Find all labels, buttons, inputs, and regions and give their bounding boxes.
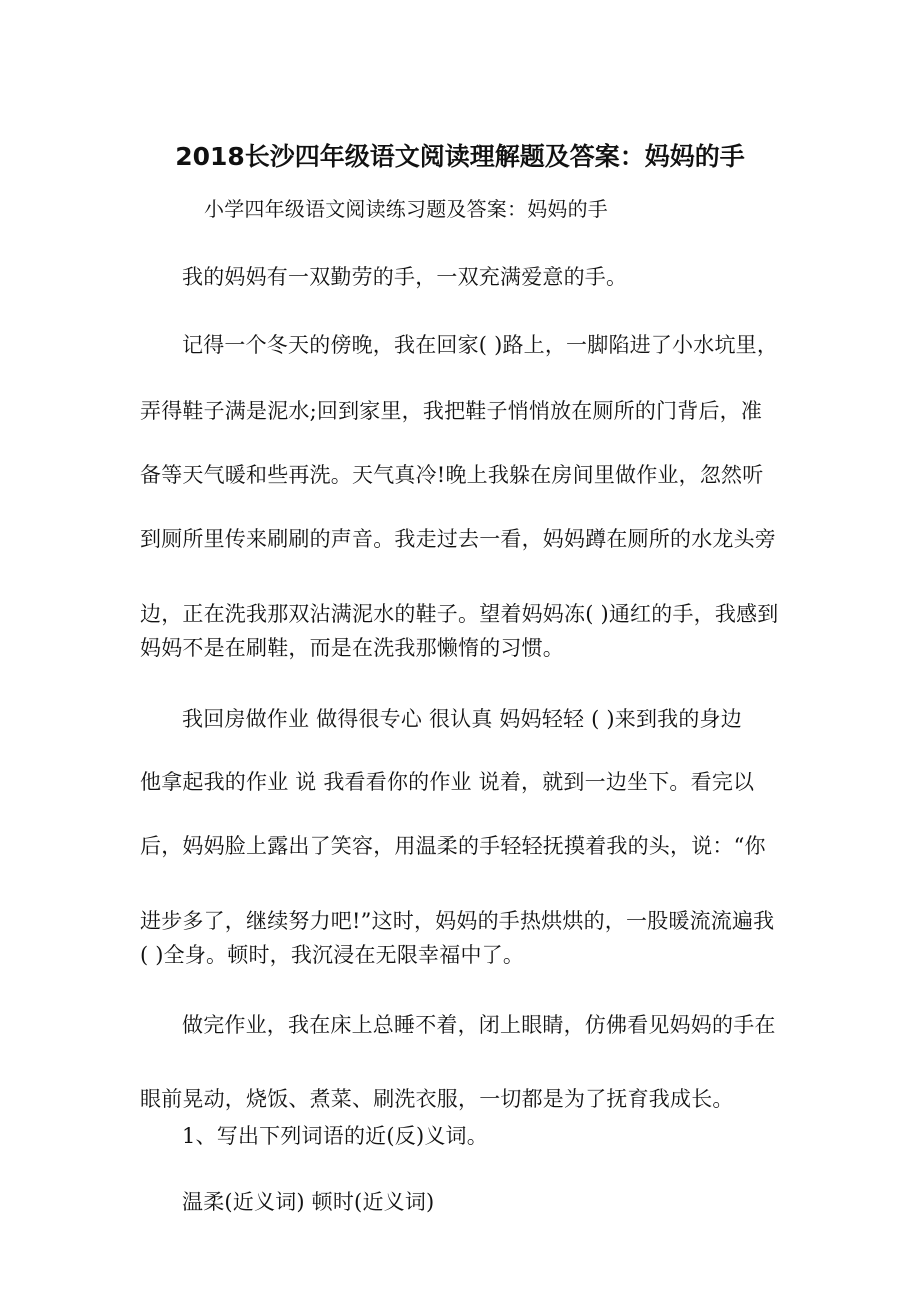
question-line: 温柔(近义词) 顿时(近义词): [182, 1190, 435, 1214]
paragraph-line: 眼前晃动，烧饭、煮菜、刷洗衣服，一切都是为了抚育我成长。: [140, 1087, 734, 1111]
paragraph-line: 后，妈妈脸上露出了笑容，用温柔的手轻轻抚摸着我的头，说：“你: [140, 834, 766, 858]
paragraph-line: 边，正在洗我那双沾满泥水的鞋子。望着妈妈冻( )通红的手，我感到: [140, 602, 779, 626]
document-title: 2018长沙四年级语文阅读理解题及答案：妈妈的手: [175, 142, 745, 171]
paragraph-line: 我回房做作业 做得很专心 很认真 妈妈轻轻 ( )来到我的身边: [182, 707, 742, 731]
paragraph-line: 弄得鞋子满是泥水;回到家里，我把鞋子悄悄放在厕所的门背后，准: [140, 399, 763, 423]
paragraph-line: 他拿起我的作业 说 我看看你的作业 说着，就到一边坐下。看完以: [140, 770, 755, 794]
paragraph-line: 妈妈不是在刷鞋，而是在洗我那懒惰的习惯。: [140, 636, 564, 660]
paragraph-line: 做完作业，我在床上总睡不着，闭上眼睛，仿佛看见妈妈的手在: [182, 1013, 776, 1037]
paragraph-line: 记得一个冬天的傍晚，我在回家( )路上，一脚陷进了小水坑里，: [182, 333, 779, 357]
paragraph-line: 我的妈妈有一双勤劳的手，一双充满爱意的手。: [182, 265, 628, 289]
paragraph-line: 进步多了，继续努力吧!”这时，妈妈的手热烘烘的，一股暖流流遍我: [140, 909, 775, 933]
paragraph-line: 到厕所里传来刷刷的声音。我走过去一看，妈妈蹲在厕所的水龙头旁: [140, 527, 776, 551]
paragraph-line: ( )全身。顿时，我沉浸在无限幸福中了。: [140, 943, 525, 967]
document-subtitle: 小学四年级语文阅读练习题及答案：妈妈的手: [204, 197, 608, 221]
paragraph-line: 备等天气暖和些再洗。天气真冷!晚上我躲在房间里做作业，忽然听: [140, 463, 764, 487]
question-line: 1、写出下列词语的近(反)义词。: [182, 1124, 488, 1148]
